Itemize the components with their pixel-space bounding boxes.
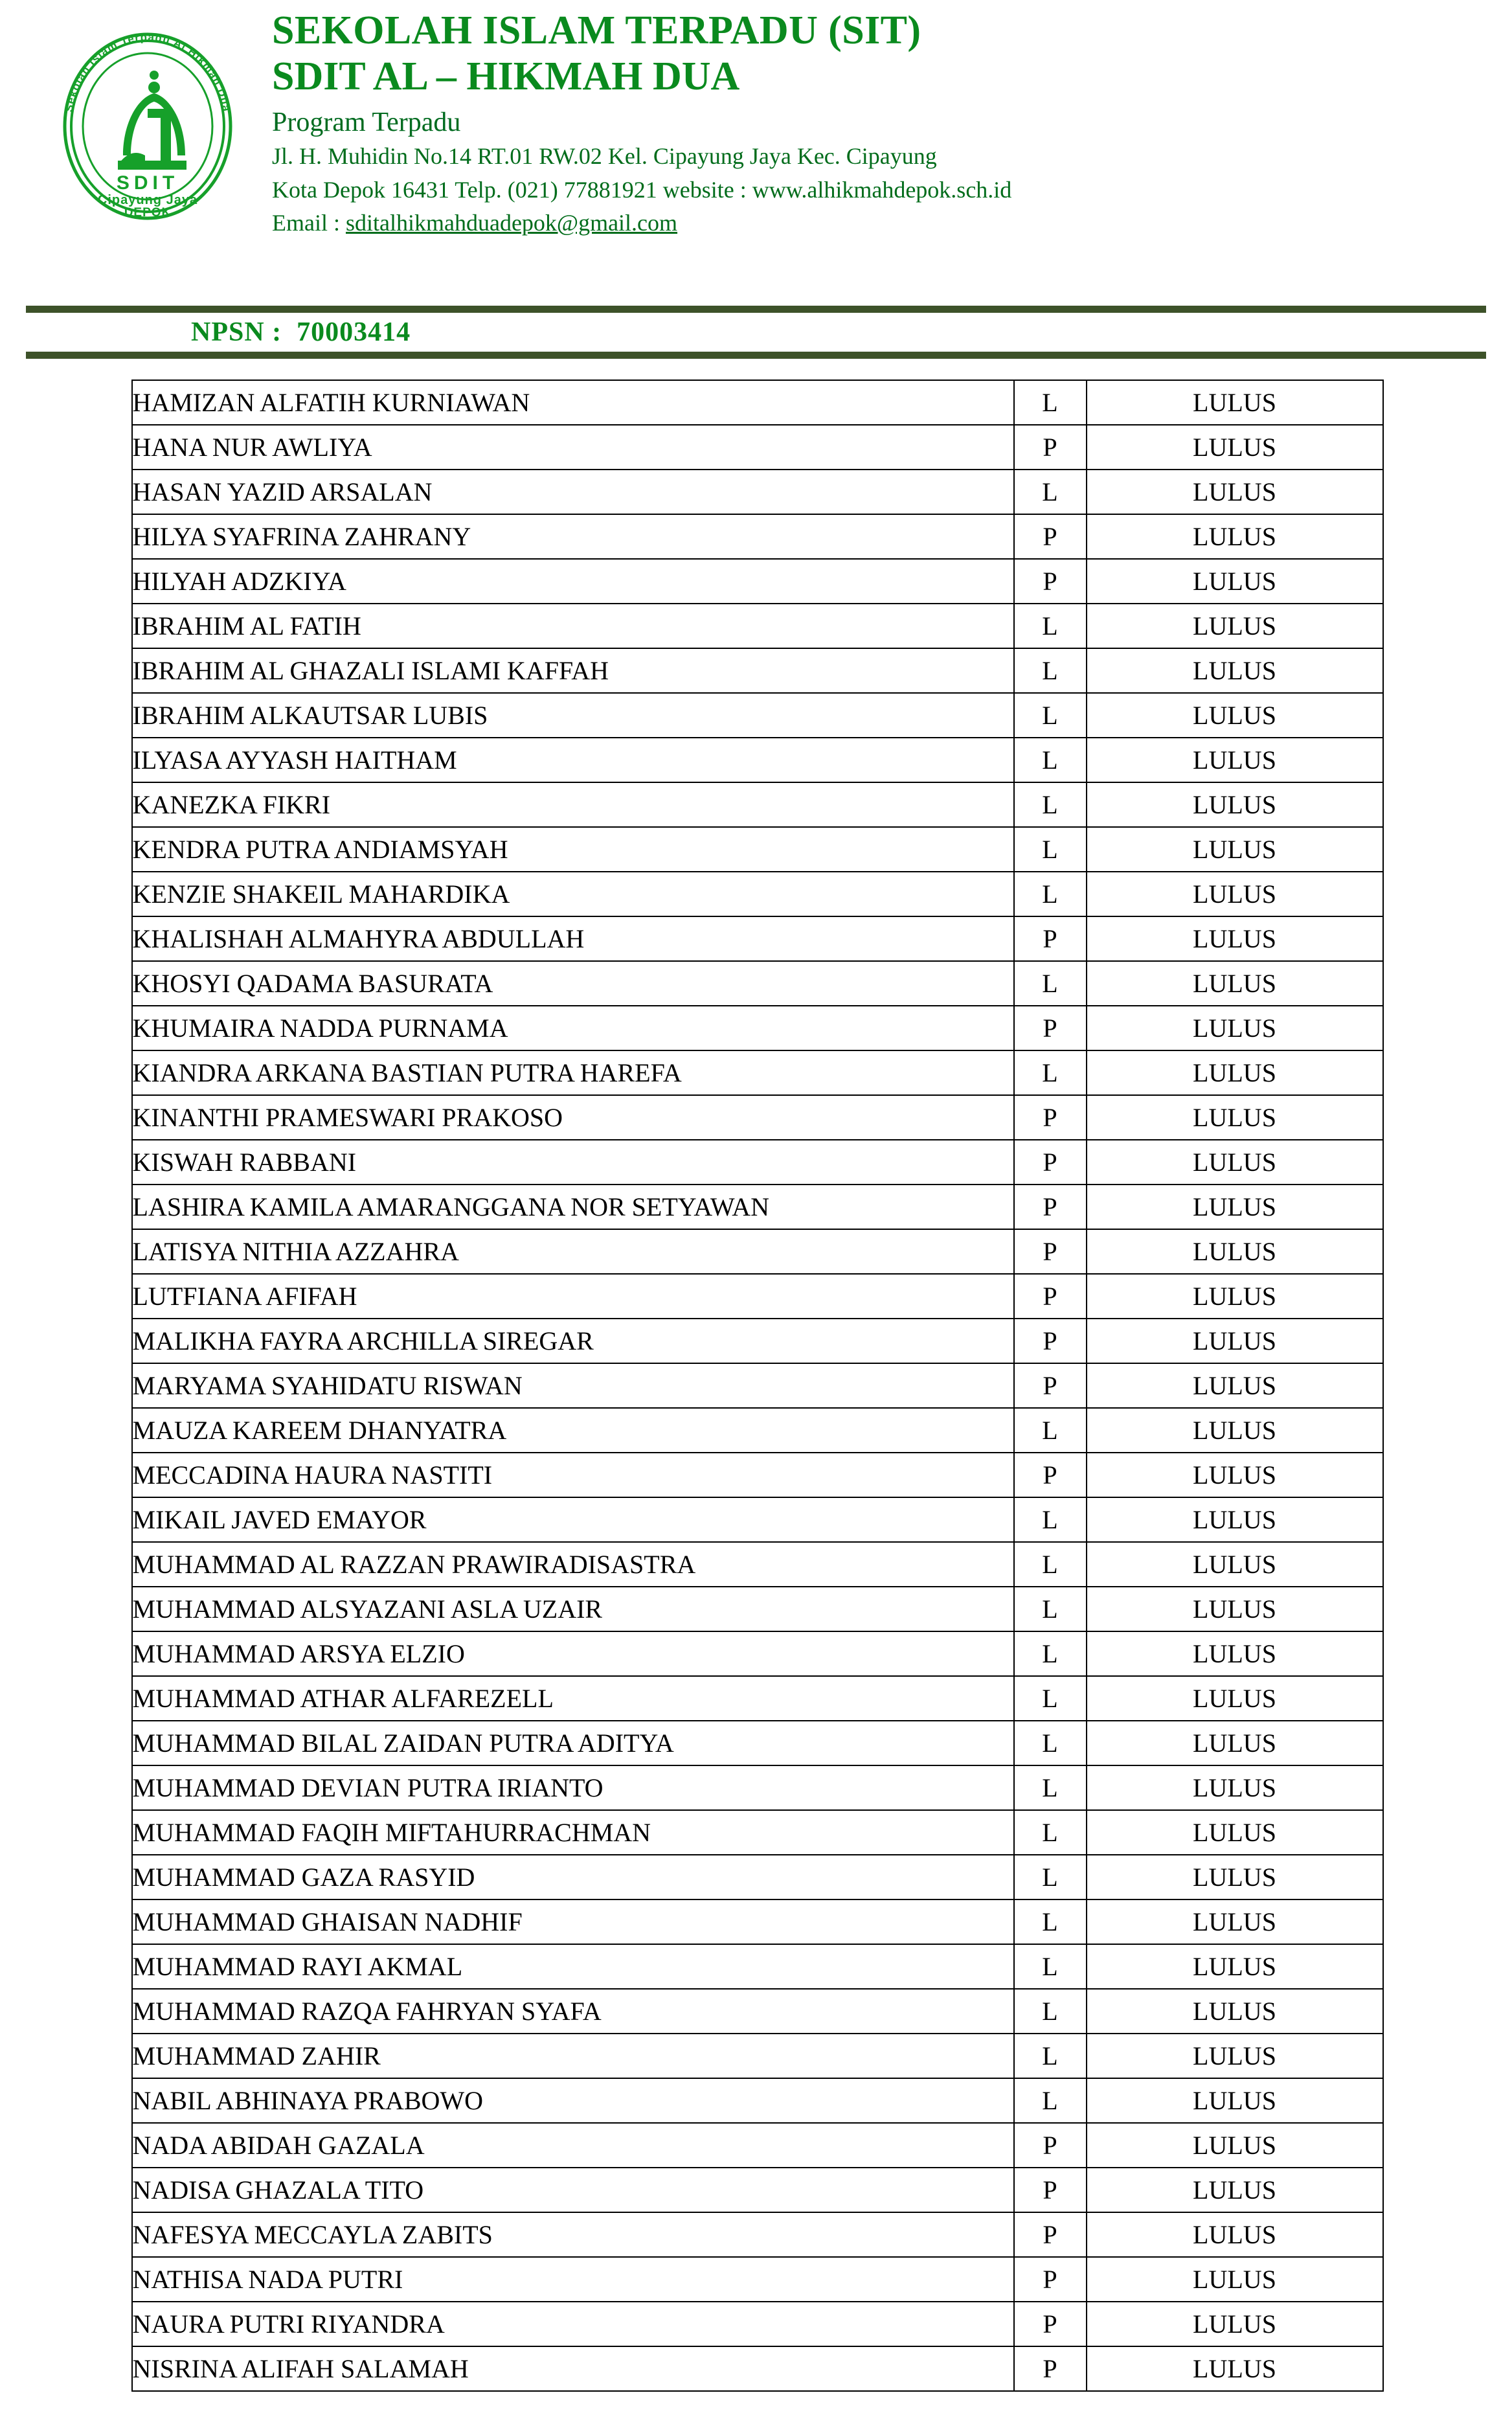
- table-row: [132, 1631, 1383, 1676]
- student-status-cell: LULUS: [1087, 380, 1383, 425]
- email-label: Email :: [272, 210, 346, 236]
- student-gender-cell: L: [1014, 1408, 1087, 1453]
- student-status-cell: LULUS: [1087, 1319, 1383, 1363]
- student-name-cell: MUHAMMAD ALSYAZANI ASLA UZAIR: [132, 1587, 1014, 1631]
- student-name-cell: KHUMAIRA NADDA PURNAMA: [132, 1006, 1014, 1050]
- table-row: [132, 1497, 1383, 1542]
- student-gender-cell: P: [1014, 2212, 1087, 2257]
- student-status-cell: LULUS: [1087, 827, 1383, 872]
- student-gender-cell: L: [1014, 1497, 1087, 1542]
- student-gender-cell: L: [1014, 738, 1087, 782]
- student-name-cell: MUHAMMAD FAQIH MIFTAHURRACHMAN: [132, 1810, 1014, 1855]
- student-status-cell: LULUS: [1087, 1274, 1383, 1319]
- student-status-cell: LULUS: [1087, 559, 1383, 604]
- header-divider-top: [26, 306, 1486, 313]
- table-row: [132, 738, 1383, 782]
- student-gender-cell: P: [1014, 559, 1087, 604]
- student-gender-cell: L: [1014, 872, 1087, 916]
- table-row: [132, 916, 1383, 961]
- student-status-cell: LULUS: [1087, 604, 1383, 648]
- student-status-cell: LULUS: [1087, 1944, 1383, 1989]
- svg-text:DEPOK: DEPOK: [124, 206, 172, 220]
- school-seal-logo: [51, 26, 245, 227]
- student-name-cell: KIANDRA ARKANA BASTIAN PUTRA HAREFA: [132, 1050, 1014, 1095]
- student-status-cell: LULUS: [1087, 1408, 1383, 1453]
- student-status-cell: LULUS: [1087, 1587, 1383, 1631]
- table-row: [132, 514, 1383, 559]
- roster-table: [131, 380, 1384, 2392]
- student-gender-cell: L: [1014, 2034, 1087, 2078]
- student-gender-cell: L: [1014, 1050, 1087, 1095]
- student-name-cell: KANEZKA FIKRI: [132, 782, 1014, 827]
- student-gender-cell: L: [1014, 827, 1087, 872]
- student-gender-cell: L: [1014, 380, 1087, 425]
- student-gender-cell: P: [1014, 1140, 1087, 1185]
- student-status-cell: LULUS: [1087, 1006, 1383, 1050]
- table-row: [132, 2257, 1383, 2302]
- student-name-cell: HILYA SYAFRINA ZAHRANY: [132, 514, 1014, 559]
- student-status-cell: LULUS: [1087, 1363, 1383, 1408]
- student-name-cell: ILYASA AYYASH HAITHAM: [132, 738, 1014, 782]
- student-name-cell: MUHAMMAD RAZQA FAHRYAN SYAFA: [132, 1989, 1014, 2034]
- student-gender-cell: P: [1014, 1363, 1087, 1408]
- student-gender-cell: L: [1014, 1810, 1087, 1855]
- student-gender-cell: L: [1014, 1899, 1087, 1944]
- student-status-cell: LULUS: [1087, 2123, 1383, 2168]
- student-status-cell: LULUS: [1087, 1453, 1383, 1497]
- student-name-cell: HAMIZAN ALFATIH KURNIAWAN: [132, 380, 1014, 425]
- student-gender-cell: L: [1014, 693, 1087, 738]
- student-status-cell: LULUS: [1087, 2212, 1383, 2257]
- npsn-text: [191, 317, 411, 348]
- student-gender-cell: L: [1014, 1855, 1087, 1899]
- student-name-cell: IBRAHIM AL FATIH: [132, 604, 1014, 648]
- student-status-cell: LULUS: [1087, 1810, 1383, 1855]
- letterhead: [0, 0, 1512, 298]
- student-name-cell: MUHAMMAD GAZA RASYID: [132, 1855, 1014, 1899]
- table-row: [132, 2346, 1383, 2391]
- table-row: [132, 470, 1383, 514]
- student-status-cell: LULUS: [1087, 2168, 1383, 2212]
- student-status-cell: LULUS: [1087, 1497, 1383, 1542]
- student-name-cell: MUHAMMAD GHAISAN NADHIF: [132, 1899, 1014, 1944]
- table-row: [132, 2302, 1383, 2346]
- student-name-cell: MUHAMMAD ATHAR ALFAREZELL: [132, 1676, 1014, 1721]
- student-status-cell: LULUS: [1087, 872, 1383, 916]
- student-gender-cell: L: [1014, 1631, 1087, 1676]
- table-row: [132, 1229, 1383, 1274]
- student-status-cell: LULUS: [1087, 514, 1383, 559]
- student-status-cell: LULUS: [1087, 1050, 1383, 1095]
- student-name-cell: MUHAMMAD DEVIAN PUTRA IRIANTO: [132, 1765, 1014, 1810]
- student-name-cell: NAURA PUTRI RIYANDRA: [132, 2302, 1014, 2346]
- svg-text:Cipayung Jaya: Cipayung Jaya: [97, 193, 198, 207]
- student-status-cell: LULUS: [1087, 1140, 1383, 1185]
- table-row: [132, 1542, 1383, 1587]
- student-name-cell: LATISYA NITHIA AZZAHRA: [132, 1229, 1014, 1274]
- student-status-cell: LULUS: [1087, 1765, 1383, 1810]
- student-status-cell: LULUS: [1087, 1855, 1383, 1899]
- student-name-cell: IBRAHIM AL GHAZALI ISLAMI KAFFAH: [132, 648, 1014, 693]
- svg-text:Sekolah Islam Terpadu Al Hikma: Sekolah Islam Terpadu Al Hikmah Dua: [62, 30, 233, 113]
- student-gender-cell: L: [1014, 1989, 1087, 2034]
- student-status-cell: LULUS: [1087, 2034, 1383, 2078]
- student-name-cell: NADA ABIDAH GAZALA: [132, 2123, 1014, 2168]
- student-gender-cell: L: [1014, 1676, 1087, 1721]
- student-gender-cell: L: [1014, 1542, 1087, 1587]
- student-gender-cell: P: [1014, 1095, 1087, 1140]
- table-row: [132, 1453, 1383, 1497]
- table-row: [132, 559, 1383, 604]
- student-name-cell: NABIL ABHINAYA PRABOWO: [132, 2078, 1014, 2123]
- student-gender-cell: L: [1014, 1944, 1087, 1989]
- student-gender-cell: P: [1014, 2302, 1087, 2346]
- table-row: [132, 827, 1383, 872]
- student-gender-cell: P: [1014, 2257, 1087, 2302]
- student-status-cell: LULUS: [1087, 961, 1383, 1006]
- student-status-cell: LULUS: [1087, 693, 1383, 738]
- student-status-cell: LULUS: [1087, 470, 1383, 514]
- student-name-cell: HASAN YAZID ARSALAN: [132, 470, 1014, 514]
- student-name-cell: KISWAH RABBANI: [132, 1140, 1014, 1185]
- student-name-cell: MUHAMMAD ARSYA ELZIO: [132, 1631, 1014, 1676]
- table-row: [132, 961, 1383, 1006]
- student-gender-cell: L: [1014, 648, 1087, 693]
- table-row: [132, 1274, 1383, 1319]
- student-gender-cell: L: [1014, 961, 1087, 1006]
- student-status-cell: LULUS: [1087, 2302, 1383, 2346]
- student-name-cell: LASHIRA KAMILA AMARANGGANA NOR SETYAWAN: [132, 1185, 1014, 1229]
- email-line: [272, 208, 1493, 239]
- student-gender-cell: P: [1014, 2346, 1087, 2391]
- student-name-cell: NISRINA ALIFAH SALAMAH: [132, 2346, 1014, 2391]
- table-row: [132, 2212, 1383, 2257]
- table-row: [132, 1855, 1383, 1899]
- table-row: [132, 1408, 1383, 1453]
- table-row: [132, 782, 1383, 827]
- student-name-cell: NAFESYA MECCAYLA ZABITS: [132, 2212, 1014, 2257]
- student-status-cell: LULUS: [1087, 1185, 1383, 1229]
- table-row: [132, 1140, 1383, 1185]
- table-row: [132, 1587, 1383, 1631]
- table-row: [132, 1810, 1383, 1855]
- table-row: [132, 1989, 1383, 2034]
- student-name-cell: MARYAMA SYAHIDATU RISWAN: [132, 1363, 1014, 1408]
- student-gender-cell: P: [1014, 1006, 1087, 1050]
- student-name-cell: MECCADINA HAURA NASTITI: [132, 1453, 1014, 1497]
- table-row: [132, 1095, 1383, 1140]
- student-gender-cell: L: [1014, 1587, 1087, 1631]
- student-name-cell: IBRAHIM ALKAUTSAR LUBIS: [132, 693, 1014, 738]
- npsn-value: 70003414: [297, 317, 411, 347]
- email-address-link[interactable]: sditalhikmahduadepok@gmail.com: [345, 210, 678, 236]
- student-status-cell: LULUS: [1087, 1899, 1383, 1944]
- student-gender-cell: P: [1014, 1453, 1087, 1497]
- address-line-1: Jl. H. Muhidin No.14 RT.01 RW.02 Kel. Cipayung Jaya Kec. Cipayung: [272, 143, 937, 170]
- table-row: [132, 1676, 1383, 1721]
- student-gender-cell: P: [1014, 1229, 1087, 1274]
- student-name-cell: MUHAMMAD BILAL ZAIDAN PUTRA ADITYA: [132, 1721, 1014, 1765]
- student-name-cell: MUHAMMAD RAYI AKMAL: [132, 1944, 1014, 1989]
- table-row: [132, 2078, 1383, 2123]
- student-name-cell: LUTFIANA AFIFAH: [132, 1274, 1014, 1319]
- student-status-cell: LULUS: [1087, 2257, 1383, 2302]
- student-status-cell: LULUS: [1087, 1542, 1383, 1587]
- student-name-cell: KHALISHAH ALMAHYRA ABDULLAH: [132, 916, 1014, 961]
- school-logo: [51, 26, 245, 227]
- student-name-cell: NATHISA NADA PUTRI: [132, 2257, 1014, 2302]
- student-gender-cell: L: [1014, 1721, 1087, 1765]
- student-gender-cell: P: [1014, 514, 1087, 559]
- table-row: [132, 2123, 1383, 2168]
- table-row: [132, 1765, 1383, 1810]
- school-title-line-1: SEKOLAH ISLAM TERPADU (SIT): [272, 8, 921, 52]
- student-gender-cell: P: [1014, 425, 1087, 470]
- address-line-2: Kota Depok 16431 Telp. (021) 77881921 website : www.alhikmahdepok.sch.id: [272, 176, 1012, 203]
- student-name-cell: MUHAMMAD AL RAZZAN PRAWIRADISASTRA: [132, 1542, 1014, 1587]
- table-row: [132, 1899, 1383, 1944]
- student-status-cell: LULUS: [1087, 425, 1383, 470]
- student-status-cell: LULUS: [1087, 1095, 1383, 1140]
- table-row: [132, 872, 1383, 916]
- table-row: [132, 425, 1383, 470]
- student-gender-cell: L: [1014, 604, 1087, 648]
- student-name-cell: KINANTHI PRAMESWARI PRAKOSO: [132, 1095, 1014, 1140]
- student-name-cell: NADISA GHAZALA TITO: [132, 2168, 1014, 2212]
- student-status-cell: LULUS: [1087, 1631, 1383, 1676]
- student-gender-cell: P: [1014, 2123, 1087, 2168]
- graduation-roster: [131, 380, 1381, 2392]
- student-name-cell: MAUZA KAREEM DHANYATRA: [132, 1408, 1014, 1453]
- student-name-cell: MALIKHA FAYRA ARCHILLA SIREGAR: [132, 1319, 1014, 1363]
- table-row: [132, 1721, 1383, 1765]
- table-row: [132, 380, 1383, 425]
- table-row: [132, 1006, 1383, 1050]
- table-row: [132, 1363, 1383, 1408]
- student-gender-cell: P: [1014, 916, 1087, 961]
- student-name-cell: KENDRA PUTRA ANDIAMSYAH: [132, 827, 1014, 872]
- table-row: [132, 693, 1383, 738]
- student-gender-cell: L: [1014, 1765, 1087, 1810]
- student-status-cell: LULUS: [1087, 782, 1383, 827]
- table-row: [132, 1944, 1383, 1989]
- student-status-cell: LULUS: [1087, 1721, 1383, 1765]
- student-gender-cell: P: [1014, 1319, 1087, 1363]
- student-status-cell: LULUS: [1087, 1676, 1383, 1721]
- student-status-cell: LULUS: [1087, 1989, 1383, 2034]
- table-row: [132, 2168, 1383, 2212]
- header-divider-bottom: [26, 352, 1486, 359]
- table-row: [132, 1185, 1383, 1229]
- table-row: [132, 1050, 1383, 1095]
- npsn-band: [26, 313, 1486, 352]
- student-name-cell: HILYAH ADZKIYA: [132, 559, 1014, 604]
- student-name-cell: MUHAMMAD ZAHIR: [132, 2034, 1014, 2078]
- student-status-cell: LULUS: [1087, 2078, 1383, 2123]
- table-row: [132, 2034, 1383, 2078]
- student-name-cell: MIKAIL JAVED EMAYOR: [132, 1497, 1014, 1542]
- student-status-cell: LULUS: [1087, 2346, 1383, 2391]
- npsn-label: NPSN :: [191, 317, 282, 347]
- student-name-cell: HANA NUR AWLIYA: [132, 425, 1014, 470]
- table-row: [132, 1319, 1383, 1363]
- student-status-cell: LULUS: [1087, 1229, 1383, 1274]
- table-row: [132, 604, 1383, 648]
- student-status-cell: LULUS: [1087, 738, 1383, 782]
- student-gender-cell: P: [1014, 1185, 1087, 1229]
- student-gender-cell: L: [1014, 2078, 1087, 2123]
- student-gender-cell: L: [1014, 470, 1087, 514]
- student-gender-cell: L: [1014, 782, 1087, 827]
- student-status-cell: LULUS: [1087, 916, 1383, 961]
- student-gender-cell: P: [1014, 2168, 1087, 2212]
- program-label: Program Terpadu: [272, 107, 461, 137]
- student-gender-cell: P: [1014, 1274, 1087, 1319]
- student-name-cell: KENZIE SHAKEIL MAHARDIKA: [132, 872, 1014, 916]
- table-row: [132, 648, 1383, 693]
- student-name-cell: KHOSYI QADAMA BASURATA: [132, 961, 1014, 1006]
- svg-text:SDIT: SDIT: [116, 172, 179, 194]
- school-title-line-2: SDIT AL – HIKMAH DUA: [272, 54, 740, 99]
- student-status-cell: LULUS: [1087, 648, 1383, 693]
